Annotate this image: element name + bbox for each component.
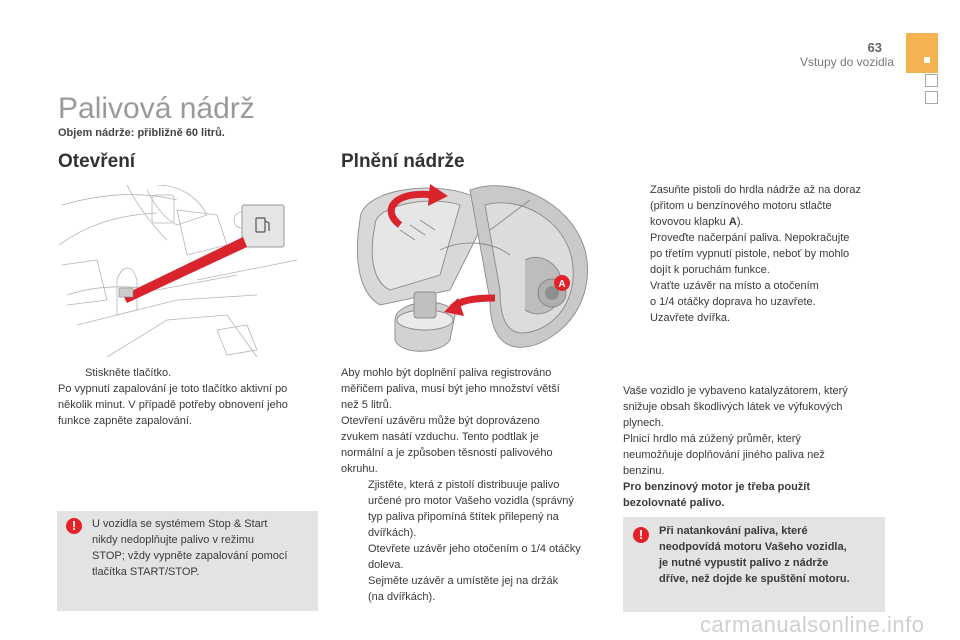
- chapter-tab-active[interactable]: [906, 33, 938, 73]
- right-info-block: Vaše vozidlo je vybaveno katalyzátorem, který snižuje obsah škodlivých látek ve výfukových plynech. Plnicí hrdlo má zúžený průměr, který neumožňuje doplňování jiného paliva než benzinu. Pro benzinový motor je třeba použít bezolovnaté palivo.: [623, 385, 848, 509]
- page-subtitle: Objem nádrže: přibližně 60 litrů.: [58, 127, 225, 139]
- chapter-tab[interactable]: [925, 91, 938, 104]
- step-remove-cap: Sejměte uzávěr a umístěte jej na držák (na dvířkách).: [368, 575, 559, 603]
- watermark: carmanualsonline.info: [700, 612, 925, 637]
- label-a: A: [558, 279, 566, 290]
- warning-text: U vozidla se systémem Stop & Start nikdy nedoplňujte palivo v režimu STOP; vždy vypněte zapalování pomocí tlačítka START/STOP.: [92, 518, 288, 578]
- paragraph-ignition: Po vypnutí zapalování je toto tlačítko aktivní po několik minut. V případě potřeby obnovení jeho funkce zapněte zapalování.: [58, 383, 288, 427]
- warning-icon: !: [633, 527, 649, 543]
- page-title: Palivová nádrž: [58, 92, 255, 125]
- heading-opening: Otevření: [58, 151, 136, 172]
- middle-text-block: Aby mohlo být doplnění paliva registrováno měřičem paliva, musí být jeho množství větší než 5 litrů. Otevření uzávěru může být doprovázeno zvukem nasátí vzduchu. Tento podtlak je normální a je způsoben těsností palivového okruhu. Zjistěte, která z pistolí distribuuje palivo určené pro motor Vašeho vozidla (správný typ paliva připomíná štítek přilepený na dvířkách). Otevřete uzávěr jeho otočením o 1/4 otáčky doleva. Sejměte uzávěr a umístěte jej na držák (na dvířkách).: [341, 365, 611, 605]
- section-name: Vstupy do vozidla: [799, 55, 894, 69]
- step-refuel: Proveďte načerpání paliva. Nepokračujte po třetím vypnutí pistole, neboť by mohlo dojít k poruchám funkce.: [650, 232, 850, 276]
- left-text-block: [58, 365, 320, 429]
- right-steps-block: [623, 182, 893, 326]
- chapter-tab[interactable]: [925, 74, 938, 87]
- warning-box-stop-start: [57, 511, 318, 611]
- step-insert-nozzle: Zasuňte pistoli do hrdla nádrže až na doraz (přitom u benzínového motoru stlačte kovovou klapku A).: [650, 184, 861, 228]
- step-identify-pump: Zjistěte, která z pistolí distribuuje palivo určené pro motor Vašeho vozidla (správný typ paliva připomíná štítek přilepený na dvířkách).: [368, 479, 574, 539]
- step-press-button: Stiskněte tlačítko.: [85, 367, 172, 379]
- step-close-door: Uzavřete dvířka.: [650, 312, 731, 324]
- tab-marker-icon: [924, 57, 930, 63]
- fuel-filler-illustration: [340, 180, 602, 355]
- step-close-cap: Vraťte uzávěr na místo a otočením o 1/4 otáčky doprava ho uzavřete.: [650, 280, 819, 308]
- heading-filling: Plnění nádrže: [341, 151, 465, 172]
- step-open-cap: Otevřete uzávěr jeho otočením o 1/4 otáčky doleva.: [368, 543, 581, 571]
- page-number: 63: [867, 40, 882, 55]
- warning-box-wrong-fuel: [623, 517, 885, 612]
- warning-icon: !: [66, 518, 82, 534]
- warning-text: Při natankování paliva, které neodpovídá motoru Vašeho vozidla, je nutné vypustit palivo z nádrže dříve, než dojde ke spuštění motoru.: [659, 525, 850, 585]
- fuel-door-button-illustration: [57, 185, 319, 357]
